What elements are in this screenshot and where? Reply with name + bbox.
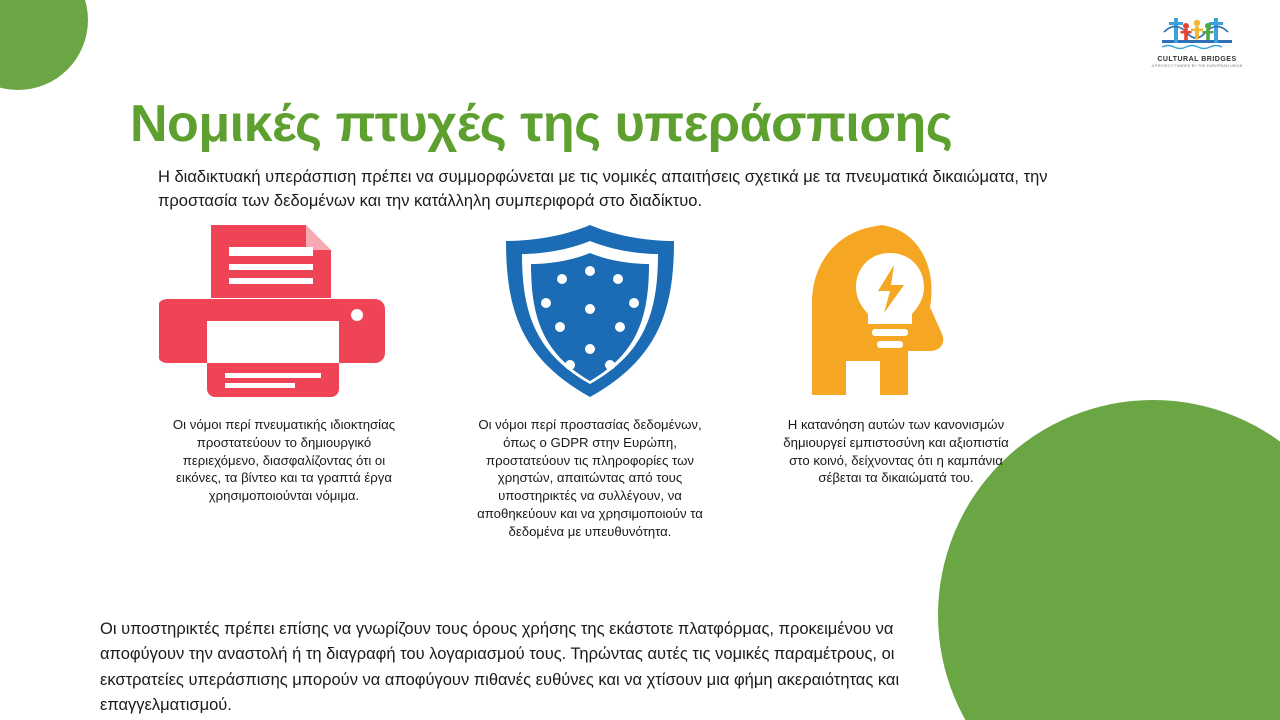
logo-subtitle: A PROJECT FUNDED BY THE EUROPEAN UNION [1151, 64, 1243, 68]
decorative-circle-top-left [0, 0, 88, 90]
shield-protection-icon [492, 222, 688, 402]
columns-container [150, 222, 1030, 541]
outro-paragraph: Οι υποστηρικτές πρέπει επίσης να γνωρίζουν τους όρους χρήσης της εκάστοτε πλατφόρμας, προκειμένου να αποφύγουν την αναστολή ή τη διαγραφή του λογαριασμού τους. Τηρώντας αυτές τις νομικές παραμέτρους, οι εκστρατείες υπεράσπισης μπορούν να αποφύγουν πιθανές ευθύνες και να χτίσουν μια φήμη ακεραιότητας και επαγγελματισμού. [100, 619, 900, 715]
logo [1142, 10, 1252, 68]
column-trust [762, 222, 1030, 541]
logo-name: CULTURAL BRIDGES [1157, 56, 1237, 63]
page-title: Νομικές πτυχές της υπεράσπισης [130, 94, 953, 153]
column-text: Η κατανόηση αυτών των κανονισμών δημιουργεί εμπιστοσύνη και αξιοπιστία στο κοινό, δείχνοντας ότι η καμπάνια σέβεται τα δικαιώματά του. [783, 417, 1009, 486]
intro-paragraph: Η διαδικτυακή υπεράσπιση πρέπει να συμμορφώνεται με τις νομικές απαιτήσεις σχετικά με τα πνευματικά δικαιώματα, την προστασία των δεδομένων και την κατάλληλη συμπεριφορά στο διαδίκτυο. [158, 167, 1048, 211]
column-text: Οι νόμοι περί προστασίας δεδομένων, όπως ο GDPR στην Ευρώπη, προστατεύουν τις πληροφορίες των χρηστών, απαιτώντας από τους υποστηρικτές να συλλέγουν, να αποθηκεύουν και να χρησιμοποιούν τα δεδομένα με υπευθυνότητα. [477, 417, 703, 539]
column-copyright [150, 222, 418, 541]
column-data-protection [456, 222, 724, 541]
printer-document-icon [159, 222, 409, 402]
head-lightbulb-idea-icon [798, 222, 994, 402]
column-text: Οι νόμοι περί πνευματικής ιδιοκτησίας προστατεύουν το δημιουργικό περιεχόμενο, διασφαλίζοντας ότι οι εικόνες, τα βίντεο και τα γραπτά έργα χρησιμοποιούνται νόμιμα. [172, 417, 396, 504]
cultural-bridges-logo-icon [1158, 10, 1236, 54]
